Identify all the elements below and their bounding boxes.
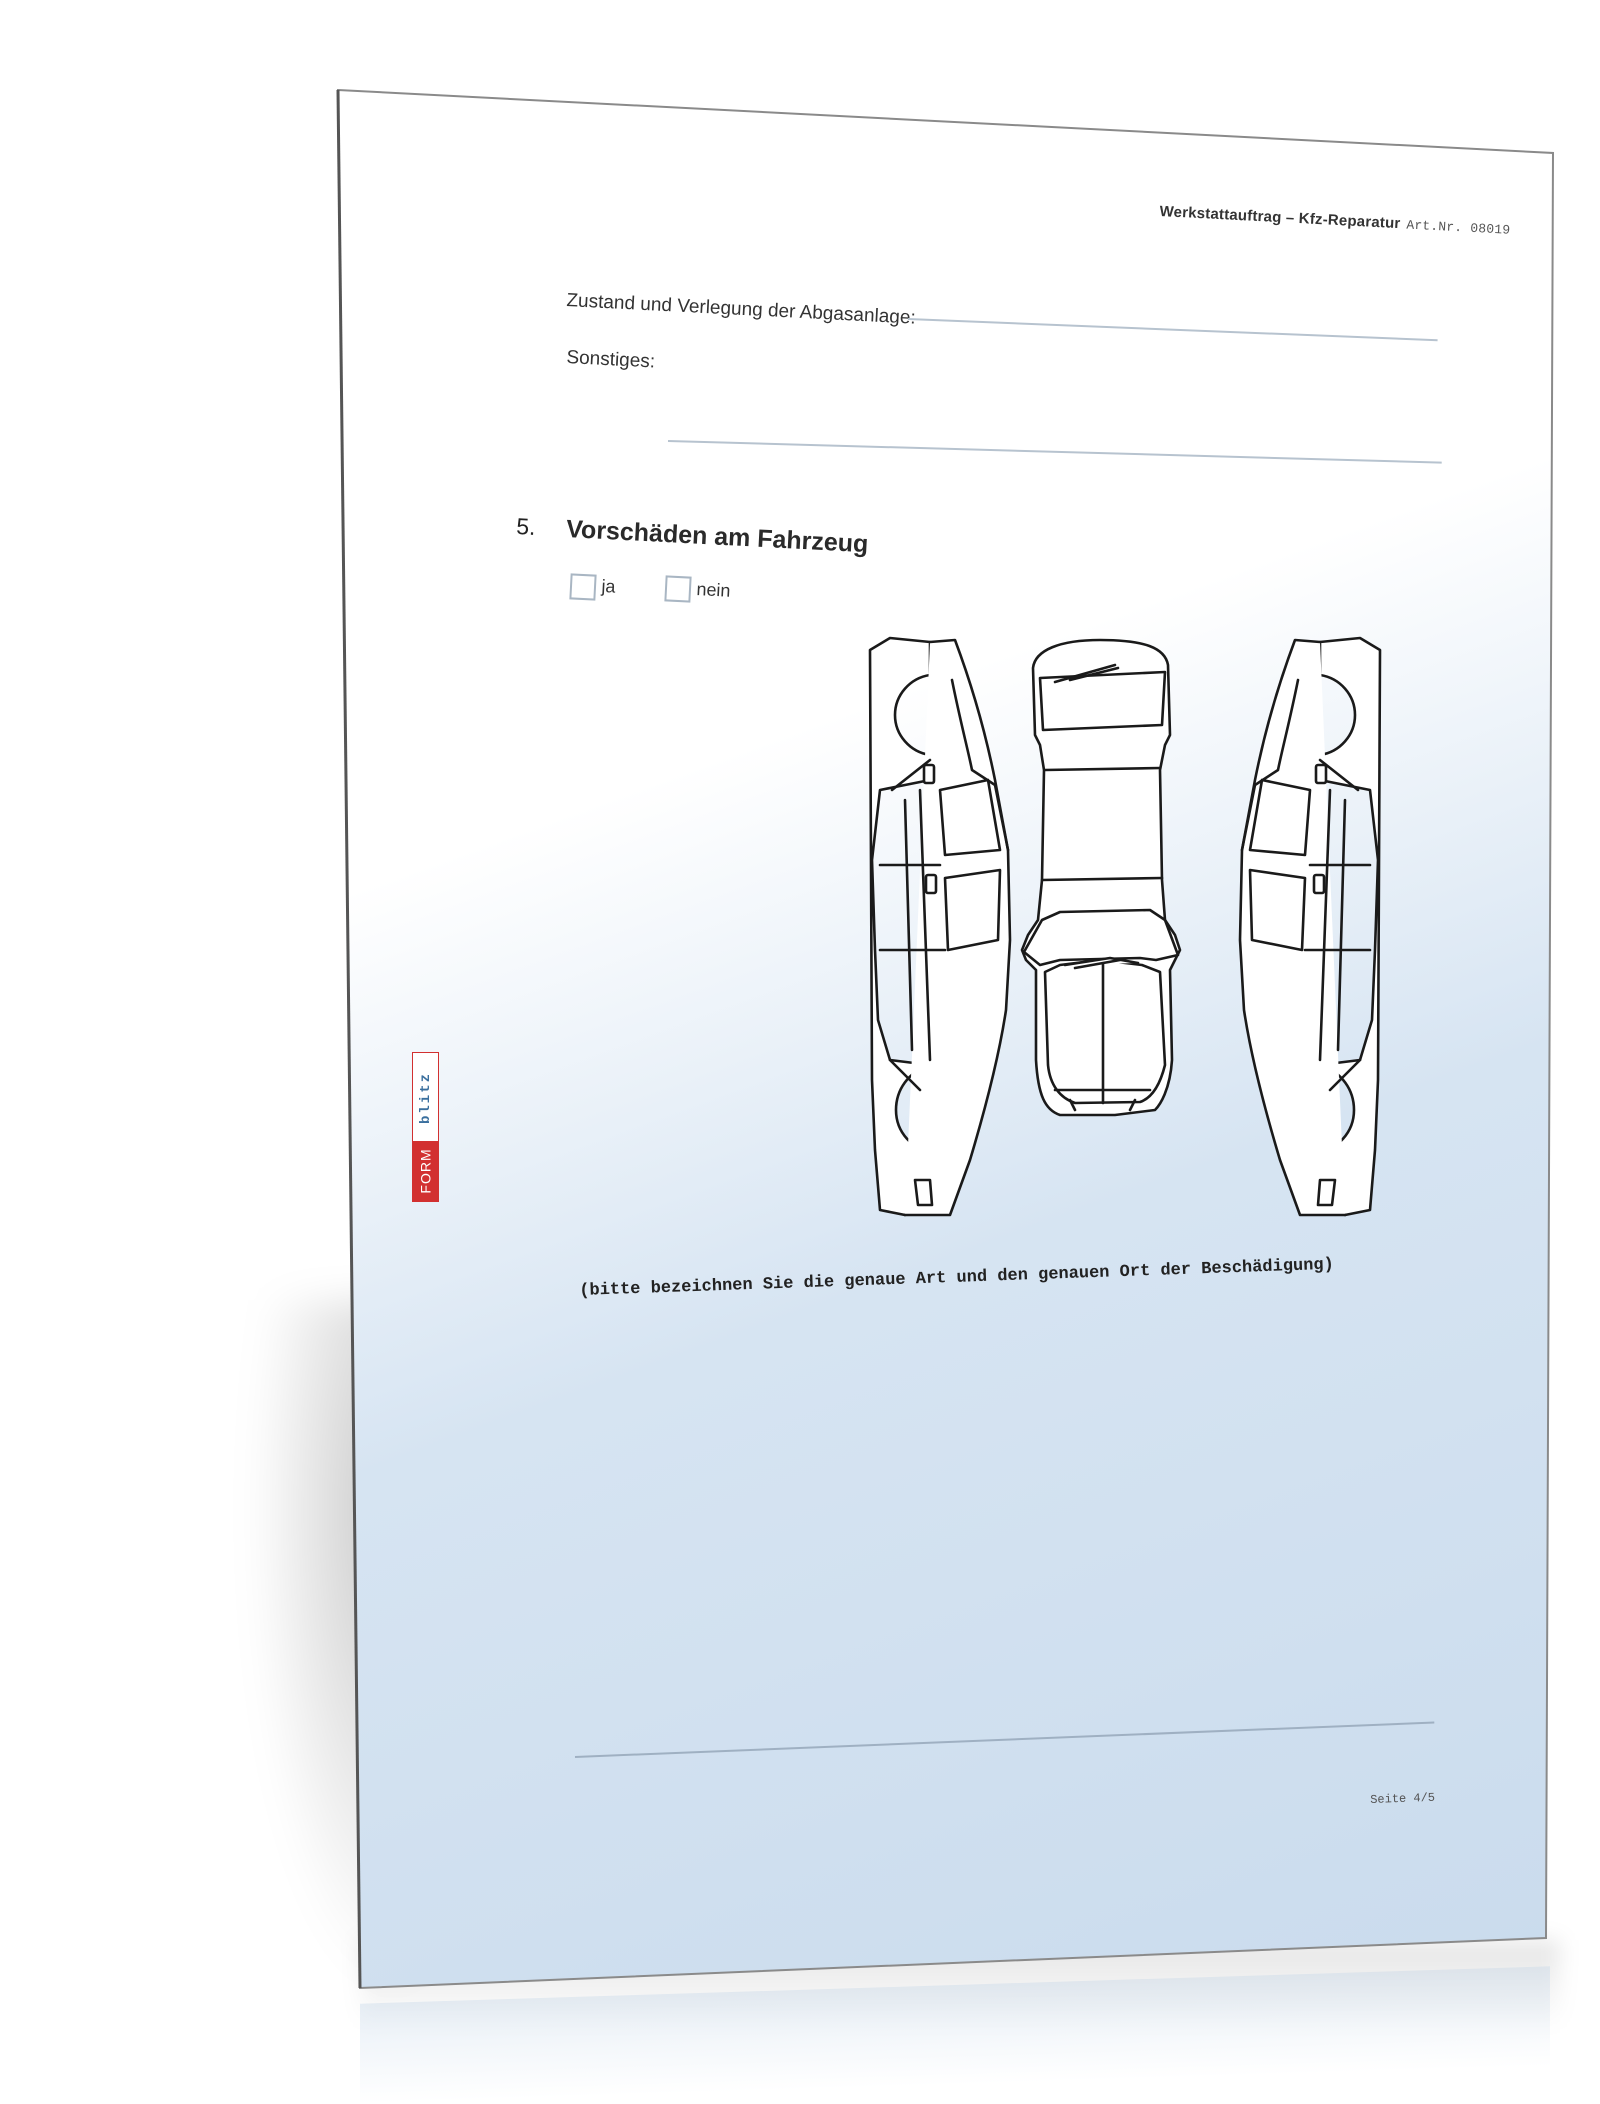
damage-caption: (bitte bezeichnen Sie die genaue Art und den genauen Ort der Beschädigung) (579, 1255, 1335, 1301)
vehicle-damage-diagram[interactable] (860, 620, 1390, 1220)
section-title: Vorschäden am Fahrzeug (565, 515, 870, 559)
page-number: Seite 4/5 (1370, 1790, 1436, 1807)
exhaust-input-line[interactable] (908, 318, 1438, 341)
footer-line (575, 1721, 1434, 1758)
exhaust-label: Zustand und Verlegung der Abgasanlage: (565, 290, 917, 329)
logo-blitz-part: blitz (417, 1071, 434, 1125)
car-top-view[interactable] (1022, 640, 1180, 1115)
checkbox-ja-label: ja (600, 576, 616, 597)
other-input-line[interactable] (668, 440, 1442, 464)
article-number: Art.Nr. 08019 (1405, 217, 1511, 238)
document-title: Werkstattauftrag – Kfz-Reparatur (1159, 203, 1401, 233)
document-header (1159, 203, 1511, 238)
car-left-side[interactable] (870, 638, 1010, 1215)
checkbox-nein-label: nein (695, 579, 731, 601)
car-right-side[interactable] (1240, 638, 1380, 1215)
formblitz-logo (412, 1052, 439, 1202)
other-label: Sonstiges: (565, 347, 656, 373)
section-number: 5. (515, 513, 537, 540)
checkbox-nein[interactable] (664, 575, 691, 602)
checkbox-ja[interactable] (569, 573, 596, 600)
logo-form-part: FORM (413, 1141, 438, 1201)
